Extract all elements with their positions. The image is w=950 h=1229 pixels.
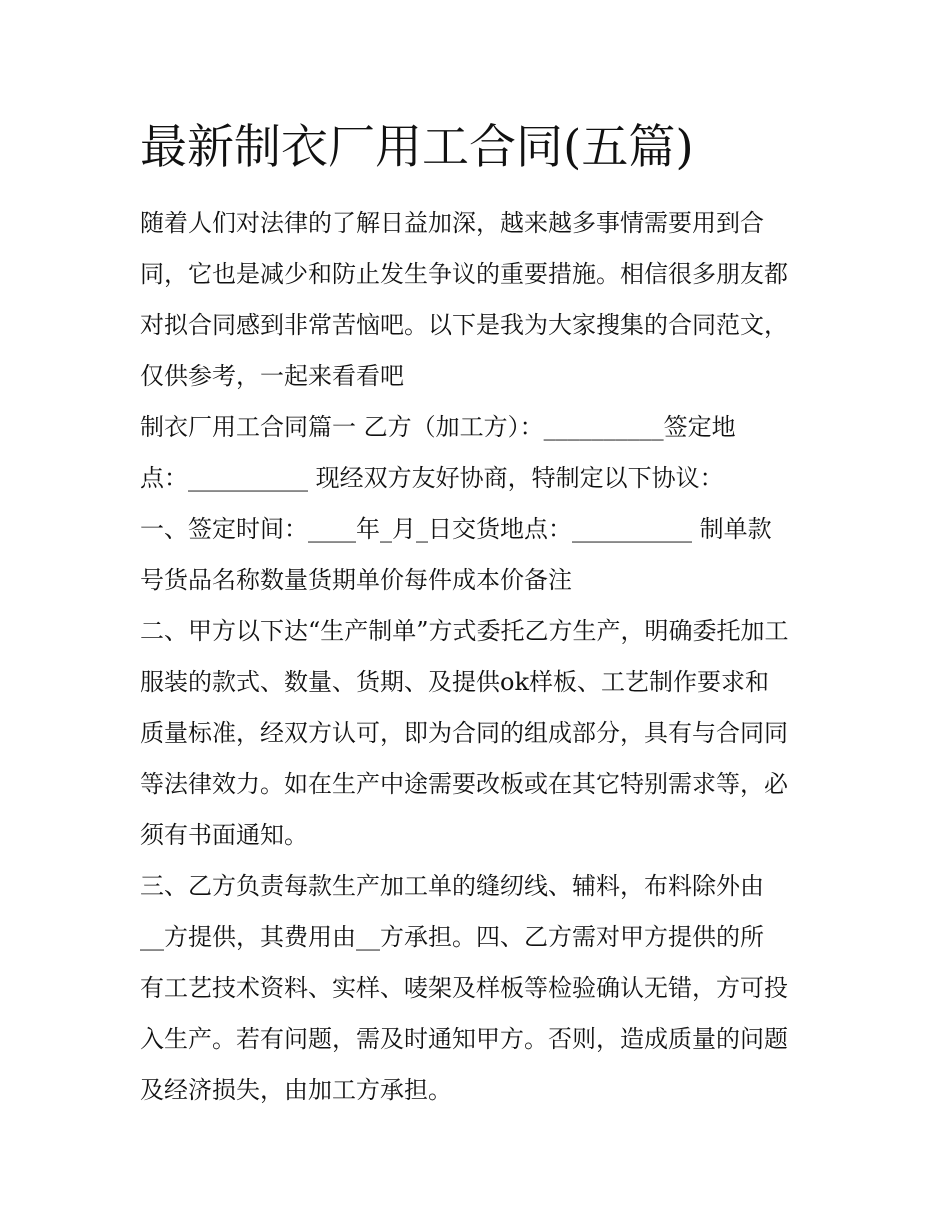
body-line: 对拟合同感到非常苦恼吧。以下是我为大家搜集的合同范文， (140, 311, 788, 339)
body-line: 入生产。若有问题，需及时通知甲方。否则，造成质量的问题 (140, 1025, 788, 1053)
body-line: 点：__________ 现经双方友好协商，特制定以下协议： (140, 464, 724, 492)
body-line: 随着人们对法律的了解日益加深，越来越多事情需要用到合 (140, 209, 764, 237)
body-line: 质量标准，经双方认可，即为合同的组成部分，具有与合同同 (140, 719, 788, 747)
body-line: 三、乙方负责每款生产加工单的缝纫线、辅料，布料除外由 (140, 872, 764, 900)
body-line: 等法律效力。如在生产中途需要改板或在其它特别需求等，必 (140, 770, 788, 798)
body-line: 服装的款式、数量、货期、及提供ok样板、工艺制作要求和 (140, 668, 769, 696)
body-line: 有工艺技术资料、实样、唛架及样板等检验确认无错，方可投 (140, 974, 788, 1002)
body-line: 一、签定时间：____年_月_日交货地点：__________ 制单款 (140, 515, 772, 543)
document-body (140, 204, 830, 1122)
body-line: 二、甲方以下达“生产制单”方式委托乙方生产，明确委托加工 (140, 617, 789, 645)
body-line: __方提供，其费用由__方承担。四、乙方需对甲方提供的所 (140, 923, 764, 951)
body-line: 须有书面通知。 (140, 821, 308, 849)
body-line: 同，它也是减少和防止发生争议的重要措施。相信很多朋友都 (140, 260, 788, 288)
body-line: 制衣厂用工合同篇一 乙方（加工方）：__________签定地 (140, 413, 736, 441)
body-line: 及经济损失，由加工方承担。 (140, 1076, 452, 1104)
document-title: 最新制衣厂用工合同(五篇) (140, 120, 694, 175)
body-line: 仅供参考，一起来看看吧 (140, 362, 404, 390)
body-line: 号货品名称数量货期单价每件成本价备注 (140, 566, 572, 594)
